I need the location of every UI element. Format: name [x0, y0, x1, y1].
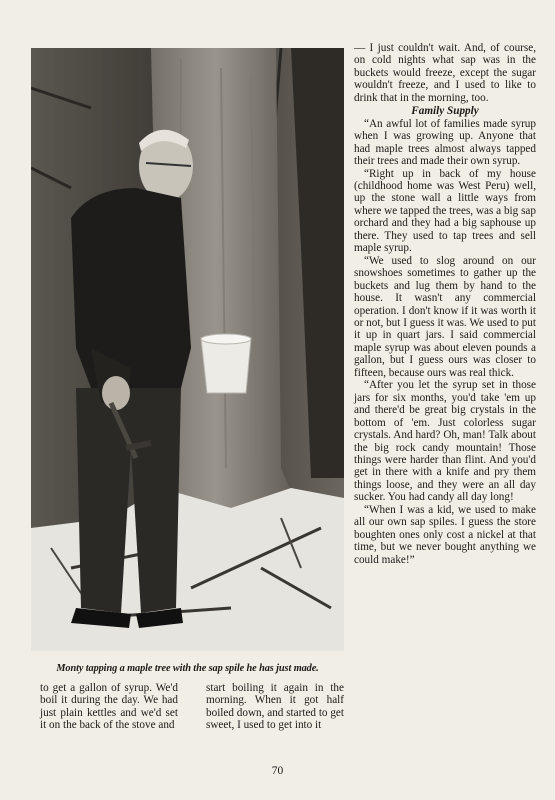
paragraph: “An awful lot of families made syrup when I was growing up. Anyone that had maple trees almost always tapped their trees and made their own syrup.	[354, 117, 536, 168]
article-bottom-middle-column	[206, 682, 344, 732]
page-number: 70	[271, 765, 284, 777]
photo	[31, 48, 344, 651]
article-bottom-left-column	[40, 682, 178, 732]
man-tapping-maple-tree-photo	[31, 48, 344, 651]
paragraph: “After you let the syrup set in those jars for six months, you'd take 'em up and there'd be great big crystals in the bottom of 'em. Just colorless sugar crystals. And hard? Oh, man! Talk about the big rock candy mountain! Those things were harder than flint. And you'd get in there with a knife and pry them things loose, and they were an all day sucker. You had candy all day long!	[354, 379, 536, 504]
photo-caption: Monty tapping a maple tree with the sap spile he has just made.	[56, 663, 319, 674]
paragraph: start boiling it again in the morning. When it got half boiled down, and started to get sweet, I used to get into it	[206, 682, 344, 732]
paragraph: — I just couldn't wait. And, of course, on cold nights what sap was in the buckets would freeze, except the sugar wouldn't freeze, and I used to like to drink that in the morning, too.	[354, 42, 536, 104]
paragraph: “We used to slog around on our snowshoes sometimes to gather up the buckets and lug them by hand to the house. It wasn't any commercial operation. I don't know if it was worth it or not, but I guess it was. We used to put it up in quart jars. I said commercial maple syrup was about eleven pounds a gallon, but I guess ours was closer to fifteen, because ours was real thick.	[354, 254, 536, 379]
paragraph: “When I was a kid, we used to make all our own sap spiles. I guess the store boughten ones only cost a nickel at that time, but we never bought anything we could make!”	[354, 503, 536, 566]
article-right-column	[354, 42, 536, 566]
paragraph: “Right up in back of my house (childhood home was West Peru) well, up the stone wall a little ways from where we tapped the trees, was a big sap orchard and they had a big saphouse up there. They used to tap trees and sell maple syrup.	[354, 167, 536, 255]
paragraph: to get a gallon of syrup. We'd boil it during the day. We had just plain kettles and we'd set it on the back of the stove and	[40, 682, 178, 732]
subheading: Family Supply	[411, 105, 479, 118]
